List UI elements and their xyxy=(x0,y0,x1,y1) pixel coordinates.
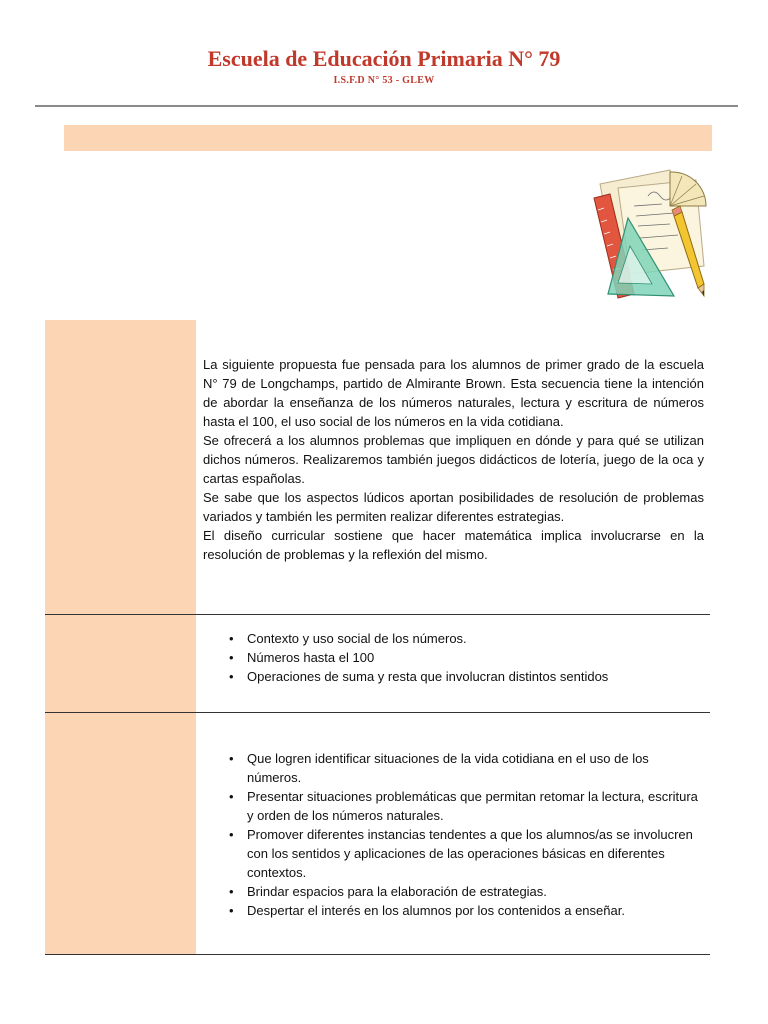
row-label-cell xyxy=(45,713,196,955)
institute-subtitle: I.S.F.D N° 53 - GLEW xyxy=(333,75,435,86)
header-divider xyxy=(35,105,738,107)
math-tools-illustration xyxy=(578,166,708,301)
list-item: • Brindar espacios para la elaboración de estrategias. xyxy=(203,882,704,901)
list-item: • Promover diferentes instancias tendentes a que los alumnos/as se involucren con los sentidos y aplicaciones de las operaciones básicas en diferentes contextos. xyxy=(203,825,704,882)
propositos-row xyxy=(45,713,710,955)
list-item: • Números hasta el 100 xyxy=(203,648,704,667)
paragraph: Se sabe que los aspectos lúdicos aportan posibilidades de resolución de problemas variados y también les permiten realizar diferentes estrategias. xyxy=(203,490,704,524)
row-label-cell xyxy=(45,615,196,713)
list-item: • Presentar situaciones problemáticas que permitan retomar la lectura, escritura y orden de los números naturales. xyxy=(203,787,704,825)
school-title: Escuela de Educación Primaria N° 79 xyxy=(207,46,561,71)
list-item: • Que logren identificar situaciones de la vida cotidiana en el uso de los números. xyxy=(203,749,704,787)
paragraph: El diseño curricular sostiene que hacer matemática implica involucrarse en la resolución de problemas y la reflexión del mismo. xyxy=(203,528,704,562)
fundamentacion-row xyxy=(45,320,710,615)
propositos-list xyxy=(203,749,704,920)
plan-table xyxy=(45,320,710,955)
paragraph: Se ofrecerá a los alumnos problemas que impliquen en dónde y para qué se utilizan dichos números. Realizaremos también juegos didácticos de lotería, juego de la oca y cartas españolas. xyxy=(203,433,704,486)
row-divider xyxy=(45,954,710,955)
list-item: • Contexto y uso social de los números. xyxy=(203,629,704,648)
contenidos-row xyxy=(45,615,710,713)
list-item: • Operaciones de suma y resta que involucran distintos sentidos xyxy=(203,667,704,686)
fundamentacion-text xyxy=(203,355,704,564)
section-title-bar xyxy=(64,125,712,151)
list-item: • Despertar el interés en los alumnos por los contenidos a enseñar. xyxy=(203,901,704,920)
row-label-cell xyxy=(45,320,196,615)
paragraph: La siguiente propuesta fue pensada para los alumnos de primer grado de la escuela N° 79 de Longchamps, partido de Almirante Brown. Esta secuencia tiene la intención de abordar la enseñanza de los números naturales, lectura y escritura de números hasta el 100, el uso social de los números en la vida cotidiana. xyxy=(203,357,704,429)
contenidos-list xyxy=(203,629,704,686)
